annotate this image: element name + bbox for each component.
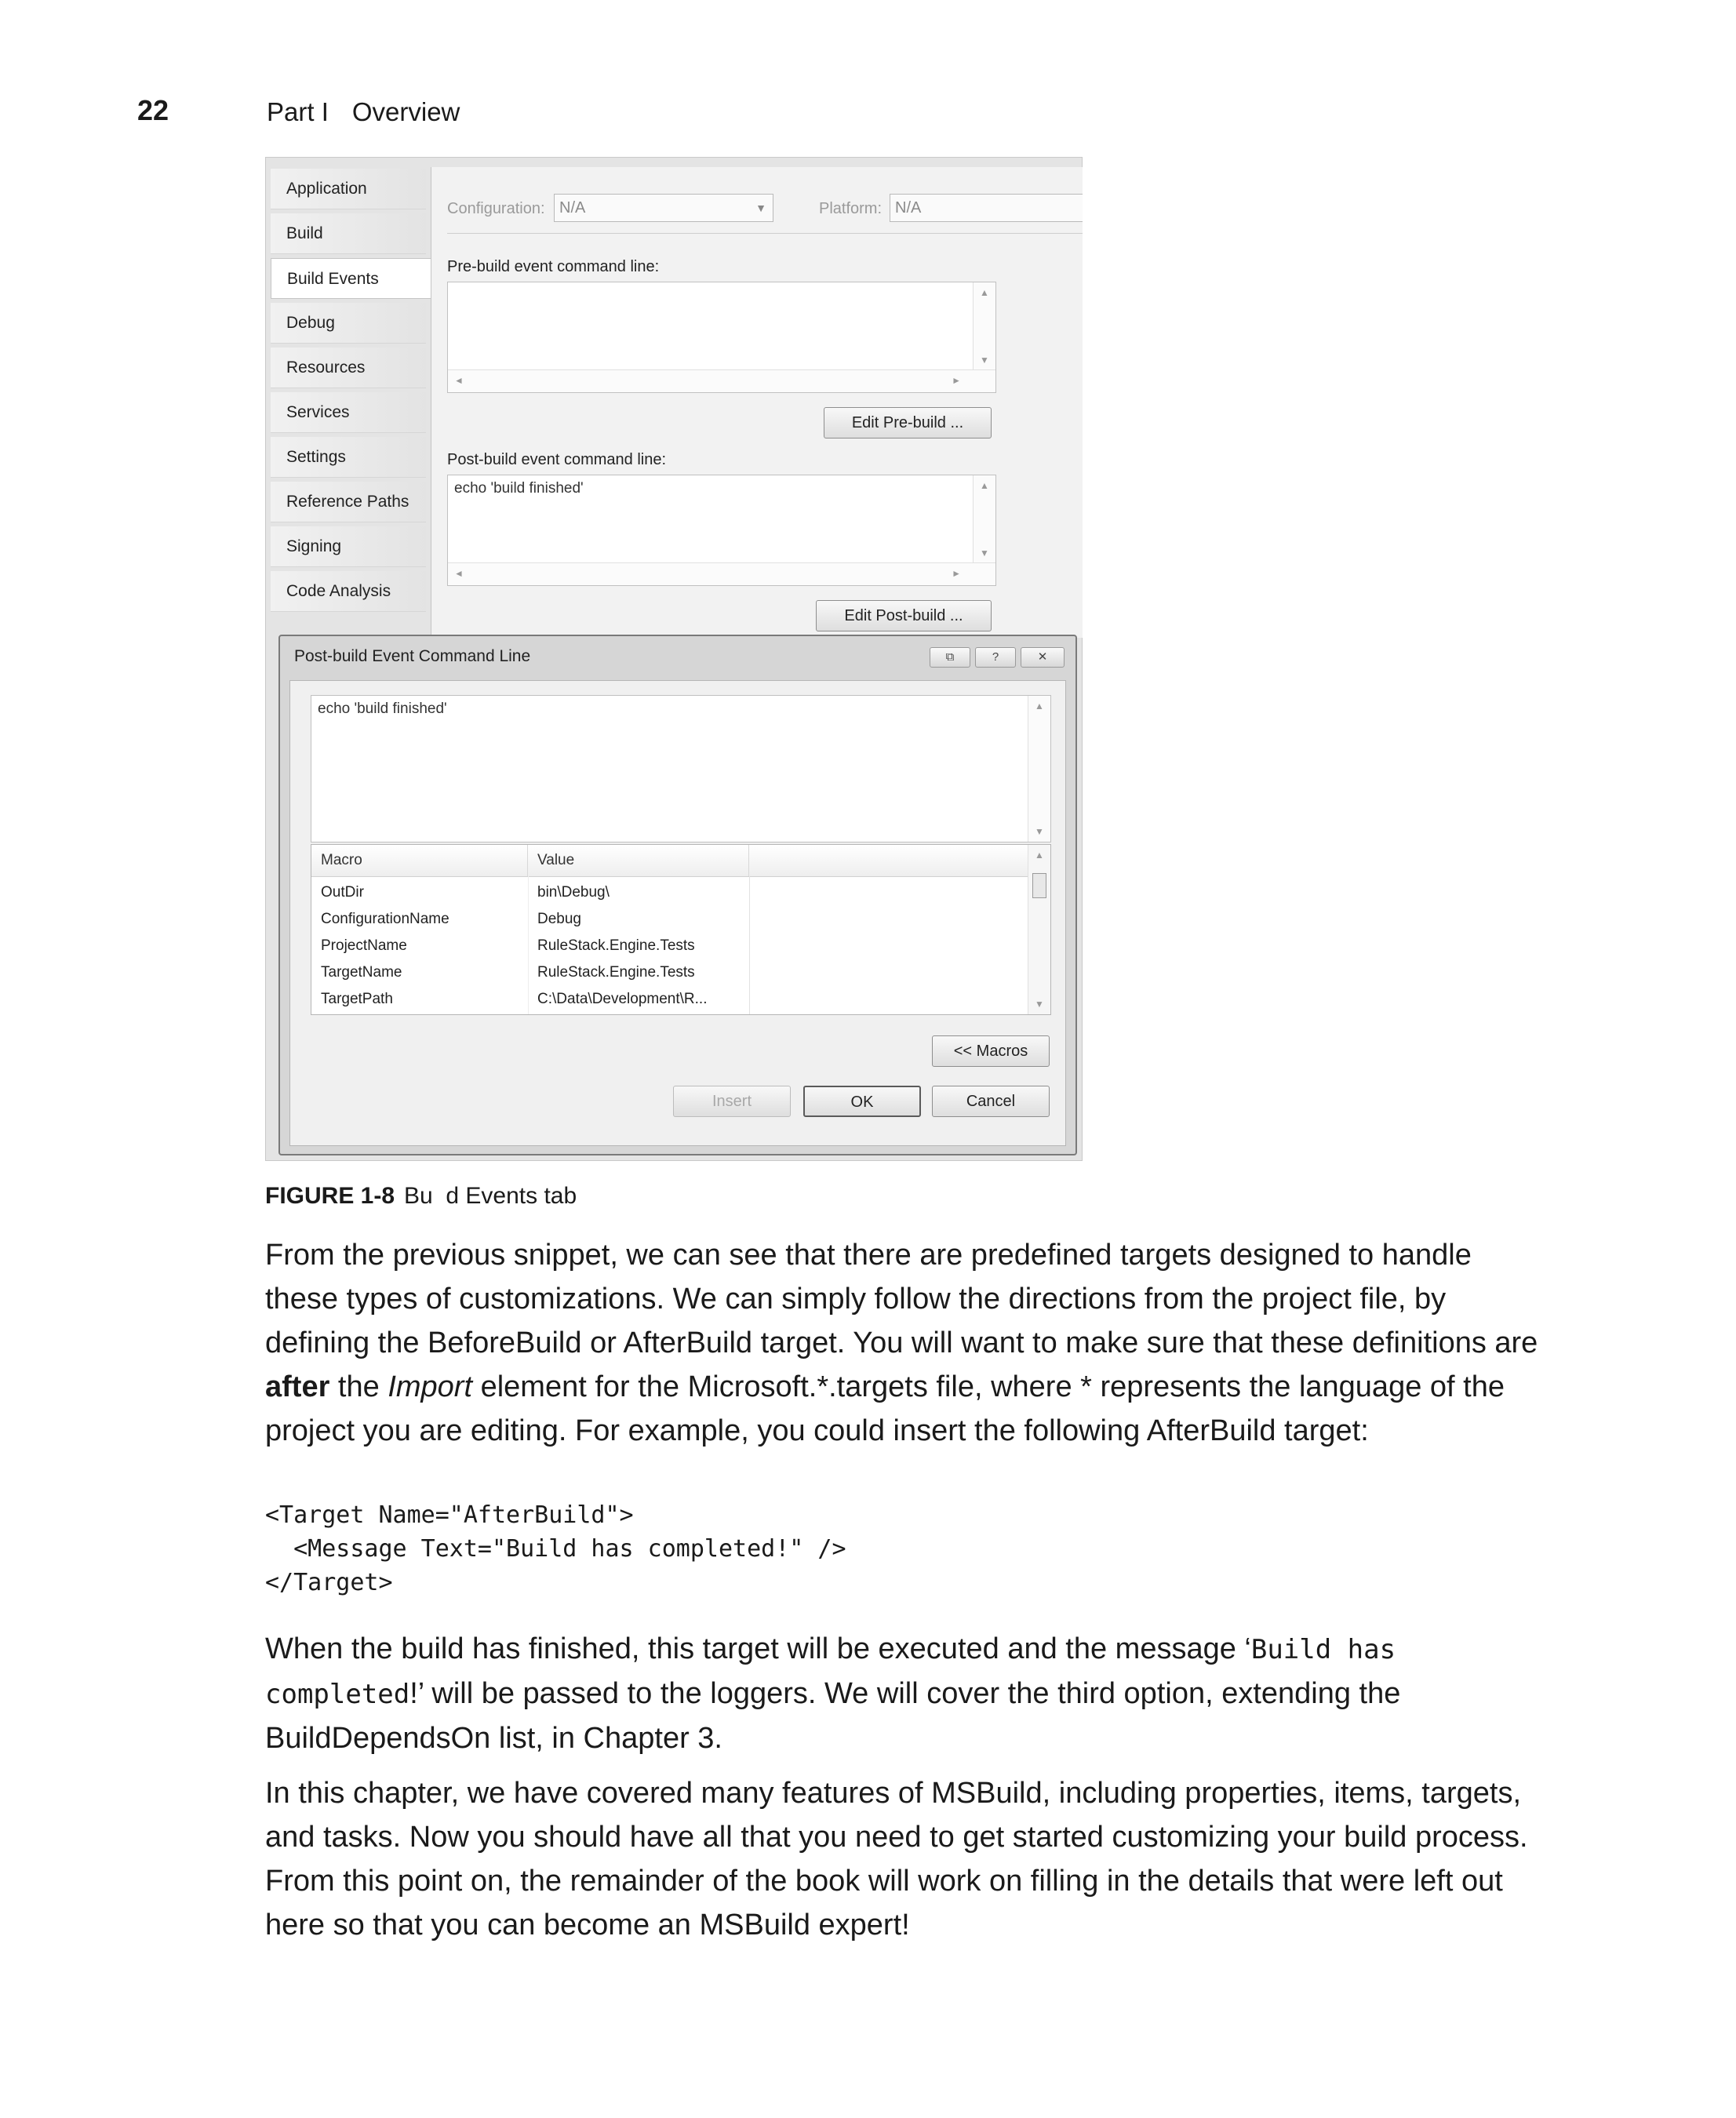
command-textbox[interactable]: [311, 695, 1051, 842]
macro-table: [311, 844, 1051, 1015]
scroll-up-icon: ▲: [1035, 701, 1044, 711]
platform-value: N/A: [895, 199, 922, 217]
macro-name[interactable]: OutDir: [321, 884, 364, 901]
scroll-up-icon: ▲: [980, 480, 989, 491]
scroll-right-icon: ►: [952, 375, 961, 386]
tab-signing[interactable]: Signing: [271, 526, 426, 567]
caption-label: FIGURE 1-8: [265, 1183, 395, 1209]
restore-icon[interactable]: ⧉: [930, 647, 970, 668]
prebuild-textbox[interactable]: [447, 282, 996, 393]
edit-prebuild-button[interactable]: Edit Pre-build ...: [824, 407, 992, 439]
vertical-scrollbar[interactable]: [973, 282, 995, 370]
cancel-button[interactable]: Cancel: [932, 1086, 1050, 1117]
vertical-scrollbar[interactable]: [973, 475, 995, 563]
platform-label: Platform:: [819, 200, 883, 217]
code-line: <Message Text="Build has completed!" />: [265, 1535, 846, 1563]
paragraph-text: the: [329, 1370, 388, 1403]
configuration-value: N/A: [559, 199, 586, 217]
paragraph: [265, 1627, 1552, 1760]
property-tabs: [266, 158, 431, 638]
paragraph-text: !’ will be passed to the loggers. We will cover the third option, extending the BuildDependsOn list, in Chapter 3.: [265, 1677, 1401, 1755]
postbuild-value: echo 'build finished': [454, 480, 584, 497]
tab-debug[interactable]: Debug: [271, 303, 426, 344]
tab-application[interactable]: Application: [271, 169, 426, 209]
paragraph: In this chapter, we have covered many features of MSBuild, including properties, items, targets, and tasks. Now you should have all that you need to get started customizing your build process. From this point on, the remainder of the book will work on filling in the details that were left out here so that you can become an MSBuild expert!: [265, 1777, 1528, 1942]
configuration-label: Configuration:: [447, 200, 545, 217]
vertical-scrollbar[interactable]: [1028, 845, 1050, 1014]
chevron-down-icon: ▼: [755, 202, 766, 214]
macro-value[interactable]: C:\Data\Development\R...: [537, 991, 708, 1007]
scroll-left-icon: ◄: [454, 568, 464, 579]
tab-resources[interactable]: Resources: [271, 348, 426, 388]
column-divider: [528, 876, 529, 1014]
scroll-down-icon: ▼: [980, 548, 989, 559]
paragraph-text: element for the Microsoft.*.targets file, where * represents the language of the project you are editing. For example, you could insert the following AfterBuild target:: [265, 1370, 1505, 1447]
postbuild-textbox[interactable]: [447, 475, 996, 586]
code-line: </Target>: [265, 1569, 393, 1596]
ok-button[interactable]: OK: [803, 1086, 921, 1117]
postbuild-label: Post-build event command line:: [447, 451, 667, 468]
vertical-scrollbar[interactable]: [1028, 696, 1050, 842]
table-header: [311, 845, 1030, 877]
macro-value[interactable]: Debug: [537, 911, 581, 927]
divider: [447, 233, 1083, 234]
horizontal-scrollbar[interactable]: [448, 562, 995, 585]
column-divider: [749, 876, 750, 1014]
macro-value[interactable]: bin\Debug\: [537, 884, 610, 901]
paragraph: [265, 1233, 1552, 1453]
caption-text: Bu d Events tab: [404, 1183, 577, 1209]
header-part: Part I: [267, 97, 329, 126]
scroll-left-icon: ◄: [454, 375, 464, 386]
column-macro[interactable]: Macro: [311, 845, 528, 876]
configuration-combo[interactable]: [554, 194, 773, 222]
edit-postbuild-button[interactable]: Edit Post-build ...: [816, 600, 992, 631]
build-events-panel: [431, 167, 1083, 638]
macro-name[interactable]: ProjectName: [321, 937, 407, 954]
scroll-up-icon: ▲: [980, 287, 989, 298]
header-section: Overview: [351, 97, 460, 126]
macro-name[interactable]: ConfigurationName: [321, 911, 449, 927]
tab-settings[interactable]: Settings: [271, 437, 426, 478]
figure-screenshot: [265, 157, 1083, 1161]
scroll-up-icon: ▲: [1035, 850, 1044, 861]
scroll-down-icon: ▼: [1035, 999, 1044, 1010]
figure-caption: [265, 1183, 577, 1210]
macro-name[interactable]: TargetName: [321, 964, 402, 981]
macro-value[interactable]: RuleStack.Engine.Tests: [537, 937, 695, 954]
macro-value[interactable]: RuleStack.Engine.Tests: [537, 964, 695, 981]
platform-combo[interactable]: [890, 194, 1083, 222]
code-block: [265, 1498, 846, 1599]
dialog-body: [289, 680, 1066, 1146]
macros-button[interactable]: << Macros: [932, 1035, 1050, 1067]
column-value[interactable]: Value: [528, 845, 749, 876]
insert-button[interactable]: Insert: [673, 1086, 791, 1117]
paragraph-text: From the previous snippet, we can see that there are predefined targets designed to handle these types of customizations. We can simply follow the directions from the project file, by defining the BeforeBuild or AfterBuild target. You will want to make sure that these definitions are: [265, 1239, 1538, 1359]
scroll-right-icon: ►: [952, 568, 961, 579]
emphasis-italic: Import: [388, 1370, 473, 1403]
scroll-down-icon: ▼: [980, 355, 989, 366]
emphasis-bold: after: [265, 1370, 330, 1403]
macro-name[interactable]: TargetPath: [321, 991, 393, 1007]
command-value: echo 'build finished': [318, 701, 447, 717]
help-icon[interactable]: ?: [975, 647, 1016, 668]
scroll-down-icon: ▼: [1035, 826, 1044, 837]
scroll-thumb[interactable]: [1032, 873, 1046, 898]
prebuild-label: Pre-build event command line:: [447, 258, 660, 275]
running-header: [267, 97, 460, 127]
tab-reference-paths[interactable]: Reference Paths: [271, 482, 426, 522]
dialog-title: Post-build Event Command Line: [294, 647, 531, 665]
tab-build[interactable]: Build: [271, 213, 426, 254]
postbuild-dialog: [278, 635, 1077, 1155]
tab-code-analysis[interactable]: Code Analysis: [271, 571, 426, 612]
tab-services[interactable]: Services: [271, 392, 426, 433]
close-icon[interactable]: ✕: [1021, 647, 1065, 668]
horizontal-scrollbar[interactable]: [448, 369, 995, 392]
tab-build-events[interactable]: Build Events: [271, 258, 435, 299]
page-number: 22: [137, 94, 169, 126]
inline-code: Build has completed: [265, 1634, 1396, 1710]
code-line: <Target Name="AfterBuild">: [265, 1501, 634, 1529]
paragraph-text: When the build has finished, this target will be executed and the message ‘: [265, 1632, 1251, 1665]
